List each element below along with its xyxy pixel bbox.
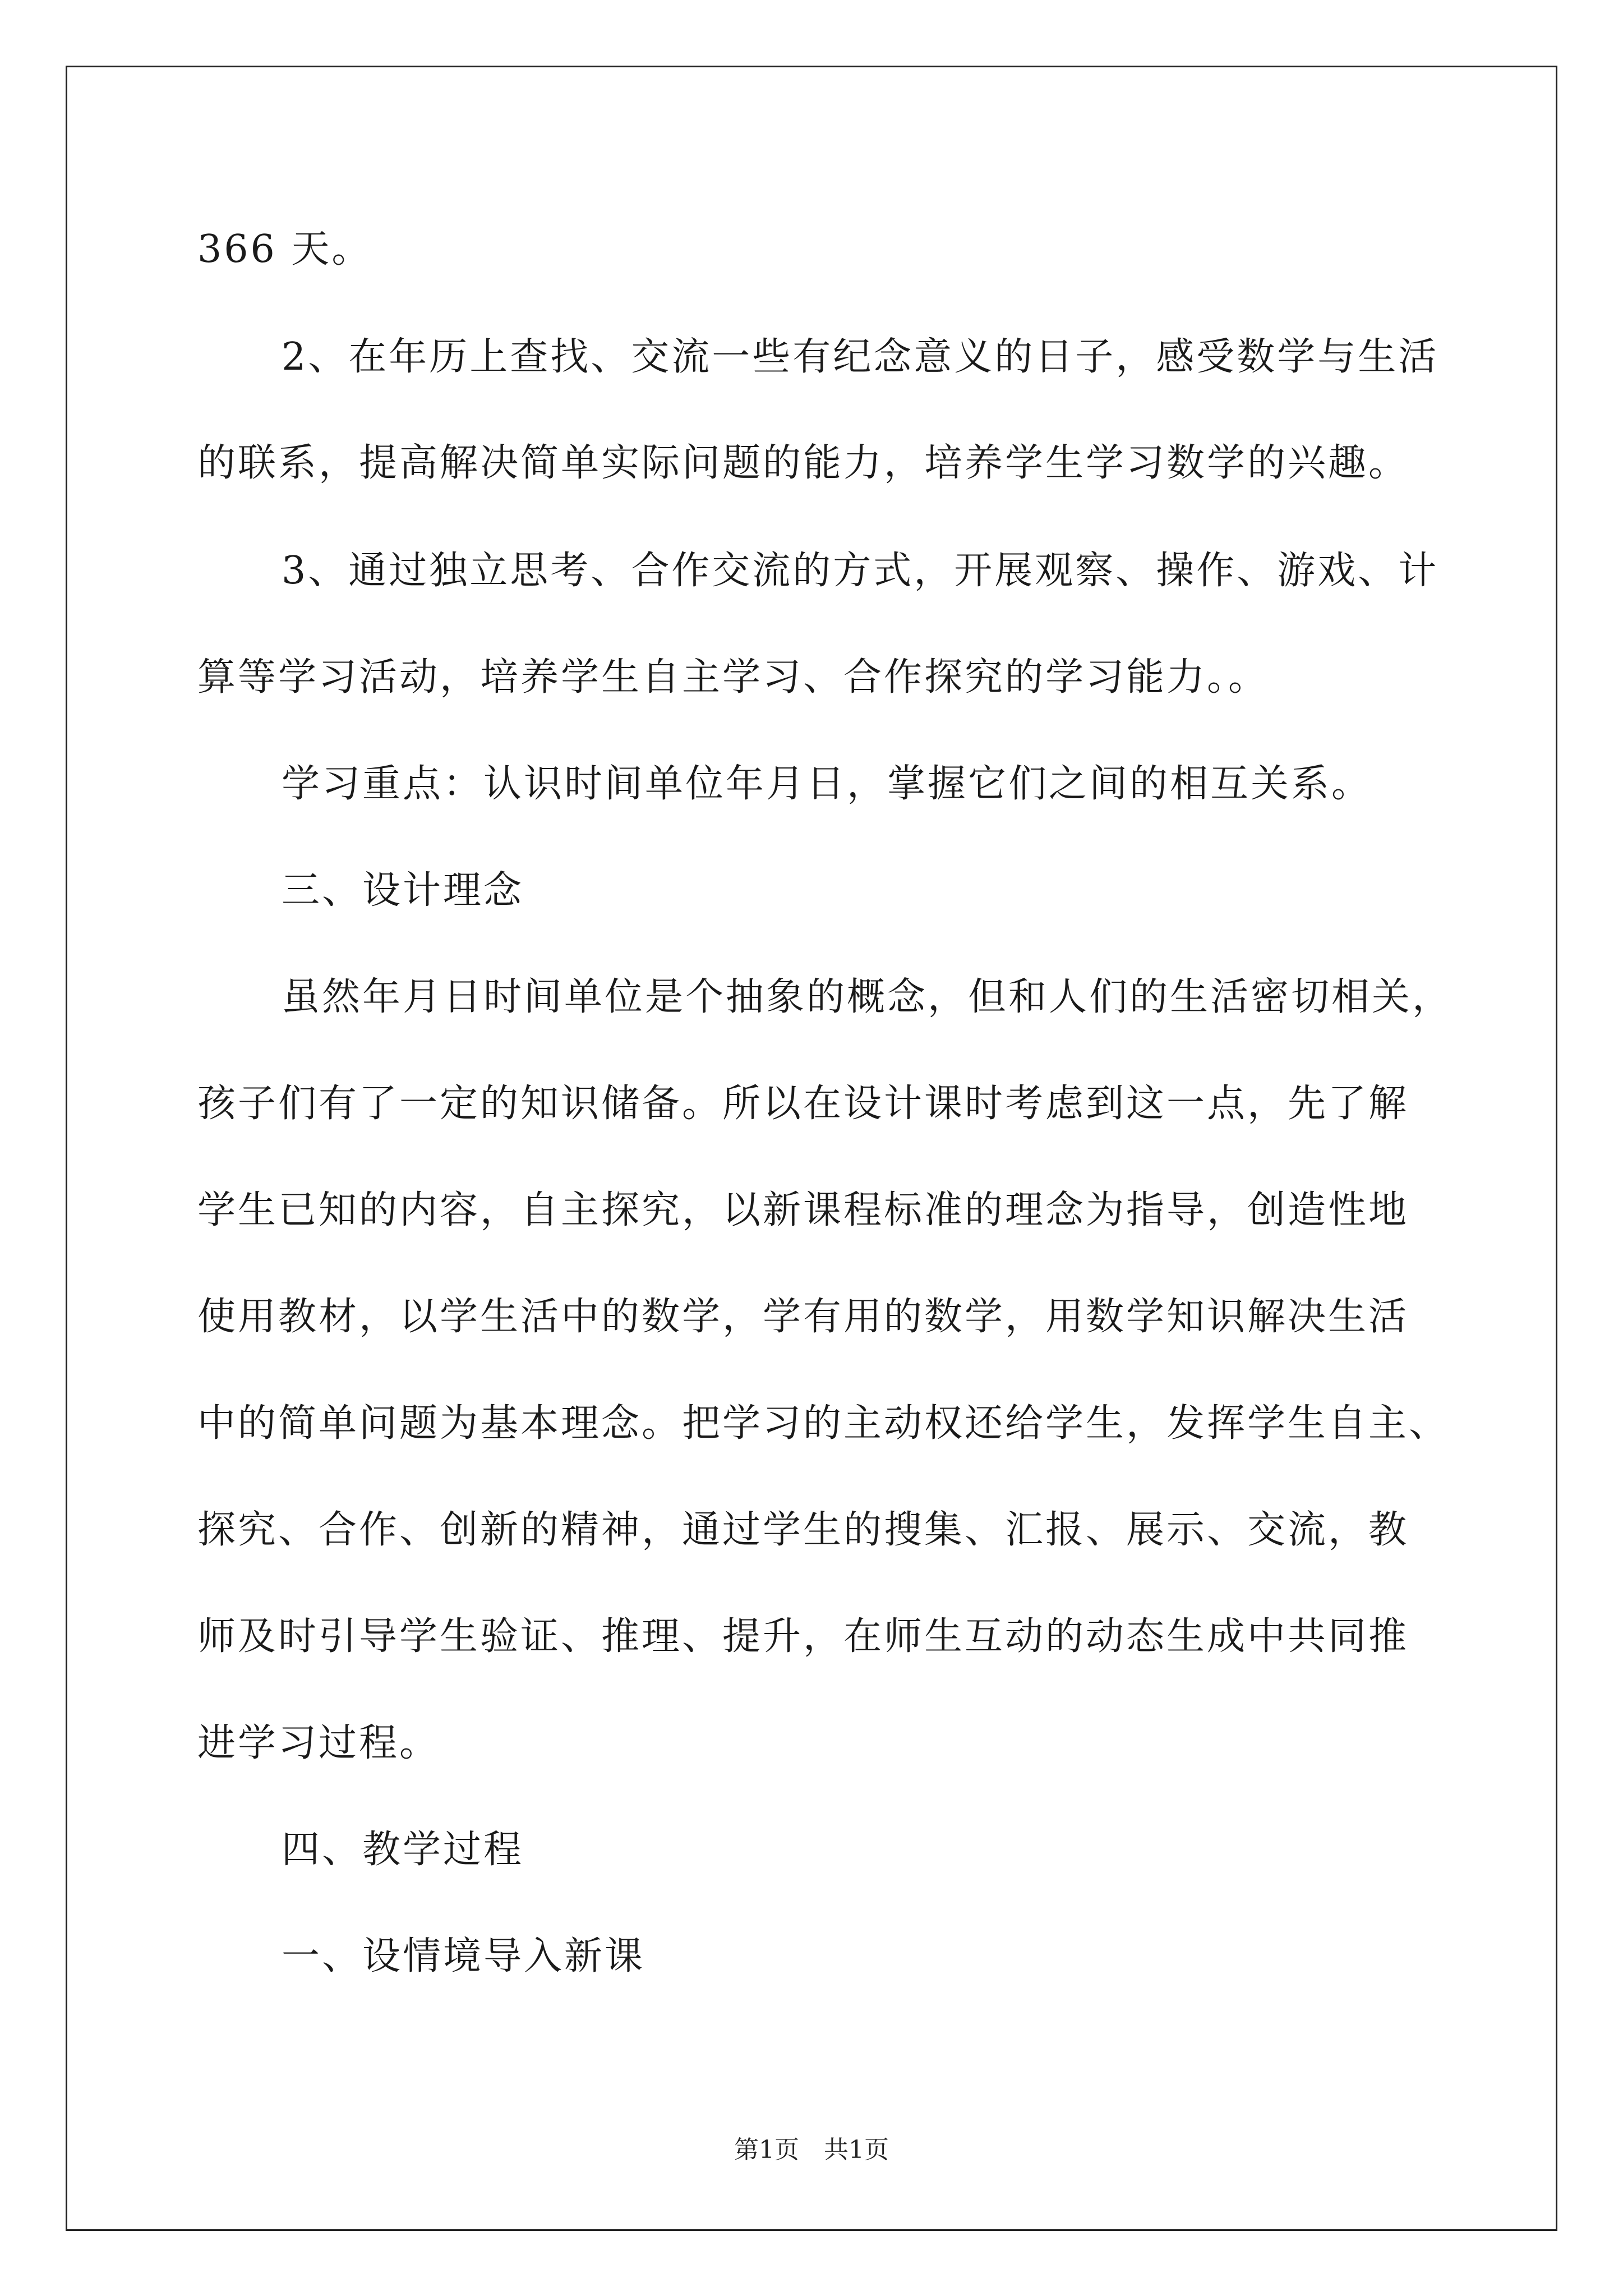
text-line: 3、通过独立思考、合作交流的方式，开展观察、操作、游戏、计 [282,549,1439,593]
text-line: 中的简单问题为基本理念。把学习的主动权还给学生，发挥学生自主、 [197,1401,1450,1446]
text-line: 探究、合作、创新的精神，通过学生的搜集、汇报、展示、交流，教 [197,1508,1409,1552]
text-line: 师及时引导学生验证、推理、提升，在师生互动的动态生成中共同推 [197,1614,1409,1659]
text-line: 算等学习活动，培养学生自主学习、合作探究的学习能力。。 [197,655,1269,700]
text-line: 使用教材，以学生活中的数学，学有用的数学，用数学知识解决生活 [197,1295,1409,1339]
text-line: 进学习过程。 [197,1721,440,1765]
section-heading: 四、教学过程 [282,1828,524,1872]
text-line: 虽然年月日时间单位是个抽象的概念，但和人们的生活密切相关， [282,975,1453,1019]
text-line: 2、在年历上查找、交流一些有纪念意义的日子，感受数学与生活 [282,335,1439,379]
text-line: 366 天。 [197,227,372,272]
page-border [66,66,1557,2231]
text-line: 学生已知的内容，自主探究，以新课程标准的理念为指导，创造性地 [197,1188,1409,1232]
section-heading: 三、设计理念 [282,868,524,913]
page-number-footer: 第1页 共1页 [734,2136,889,2164]
text-line: 学习重点：认识时间单位年月日，掌握它们之间的相互关系。 [282,762,1372,806]
section-heading: 一、设情境导入新课 [282,1934,645,1978]
text-line: 的联系，提高解决简单实际问题的能力，培养学生学习数学的兴趣。 [197,441,1409,485]
text-line: 孩子们有了一定的知识储备。所以在设计课时考虑到这一点，先了解 [197,1082,1409,1126]
